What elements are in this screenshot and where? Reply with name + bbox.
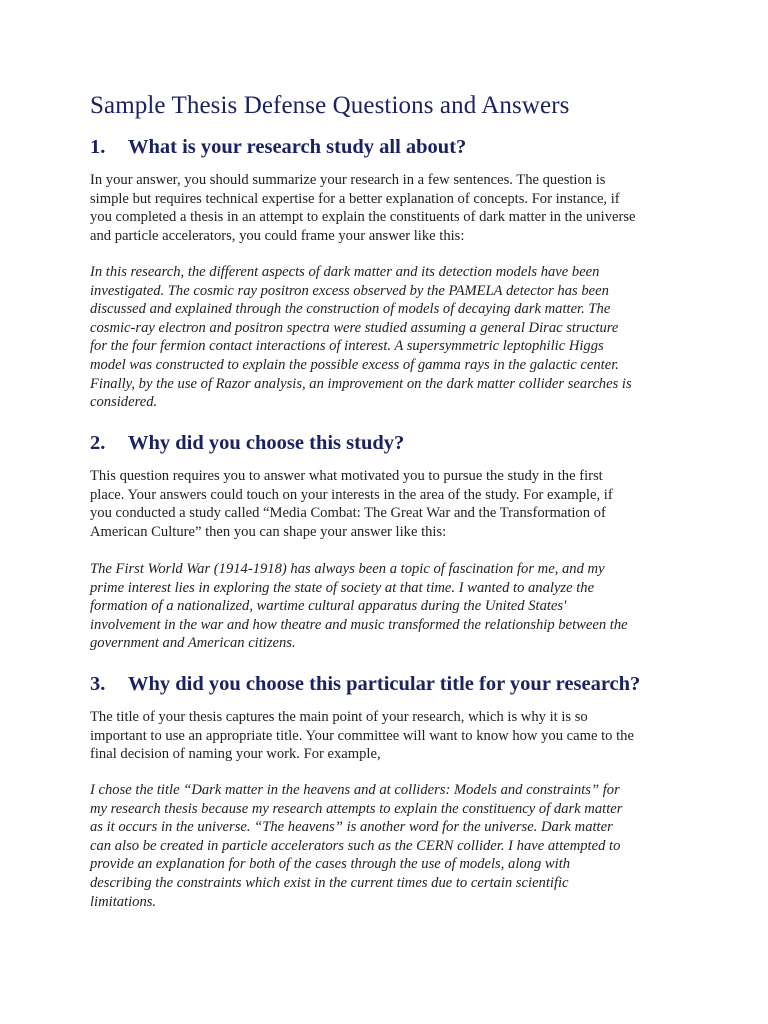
- section-1-number: 1.: [90, 136, 106, 158]
- section-3-example-line: as it occurs in the universe. “The heavens” is another word for the universe. Dark matter: [90, 819, 613, 836]
- section-1-example-line: investigated. The cosmic ray positron excess observed by the PAMELA detector has been: [90, 282, 609, 299]
- section-2-number: 2.: [90, 432, 106, 454]
- section-1-intro: [90, 171, 690, 245]
- section-1-example-line: cosmic-ray electron and positron spectra were studied assuming a general Dirac structure: [90, 319, 619, 336]
- section-3-example-line: can also be created in particle accelerators such as the CERN collider. I have attempted to: [90, 837, 621, 854]
- section-2-intro-line: you conducted a study called “Media Combat: The Great War and the Transformation of: [90, 505, 606, 522]
- page-title: Sample Thesis Defense Questions and Answers: [90, 92, 570, 119]
- section-2-example-line: formation of a nationalized, wartime cultural apparatus during the United States': [90, 598, 567, 615]
- section-1-example-line: for the four fermion contact interactions of interest. A supersymmetric leptophilic Higgs: [90, 338, 604, 355]
- section-2-example-line: government and American citizens.: [90, 635, 296, 652]
- section-1-intro-line: and particle accelerators, you could frame your answer like this:: [90, 227, 465, 244]
- section-1-example-answer: [90, 263, 690, 412]
- section-1-example-line: considered.: [90, 394, 158, 411]
- section-2-intro-line: American Culture” then you can shape your answer like this:: [90, 523, 447, 540]
- section-1-heading: [90, 136, 466, 159]
- section-2-question: Why did you choose this study?: [128, 432, 405, 454]
- section-3-intro: [90, 708, 690, 764]
- section-3-example-line: provide an explanation for both of the cases through the use of models, along with: [90, 856, 571, 873]
- section-3-question: Why did you choose this particular title for your research?: [128, 673, 641, 695]
- section-2-example-line: prime interest lies in exploring the state of society at that time. I wanted to analyze the: [90, 579, 595, 596]
- section-1-intro-line: simple but requires technical expertise for a better explanation of concepts. For instance, if: [90, 190, 620, 207]
- section-3-example-answer: [90, 781, 690, 911]
- section-1-intro-line: In your answer, you should summarize your research in a few sentences. The question is: [90, 172, 606, 188]
- section-3-example-line: limitations.: [90, 893, 157, 910]
- section-3-example-line: my research thesis because my research attempts to explain the constituency of dark matter: [90, 800, 623, 817]
- section-2-intro-line: This question requires you to answer what motivated you to pursue the study in the first: [90, 468, 603, 484]
- section-1-example-line: Finally, by the use of Razor analysis, an improvement on the dark matter collider searches is: [90, 375, 632, 392]
- section-2-intro: [90, 467, 690, 541]
- section-1-intro-line: you completed a thesis in an attempt to explain the constituents of dark matter in the universe: [90, 209, 636, 226]
- section-2-heading: [90, 432, 404, 455]
- section-3-example-line: describing the constraints which exist in the current times due to certain scientific: [90, 874, 569, 891]
- section-2-example-line: The First World War (1914-1918) has always been a topic of fascination for me, and my: [90, 561, 605, 577]
- section-3-intro-line: important to use an appropriate title. Your committee will want to know how you came to the: [90, 727, 634, 744]
- section-1-question: What is your research study all about?: [128, 136, 467, 158]
- section-3-example-line: I chose the title “Dark matter in the heavens and at colliders: Models and constraints” for: [90, 782, 620, 798]
- section-3-heading: [90, 673, 640, 696]
- section-1-example-line: model was constructed to explain the possible excess of gamma rays in the galactic center.: [90, 356, 619, 373]
- section-1-example-line: discussed and explained through the construction of models of decaying dark matter. The: [90, 301, 611, 318]
- section-1-example-line: In this research, the different aspects of dark matter and its detection models have been: [90, 264, 600, 280]
- section-3-intro-line: final decision of naming your work. For example,: [90, 746, 381, 763]
- section-3-number: 3.: [90, 673, 106, 695]
- section-2-example-answer: [90, 560, 690, 653]
- section-2-example-line: involvement in the war and how theatre and music transformed the relationship between the: [90, 616, 628, 633]
- section-2-intro-line: place. Your answers could touch on your interests in the area of the study. For example, if: [90, 486, 613, 503]
- section-3-intro-line: The title of your thesis captures the main point of your research, which is why it is so: [90, 709, 588, 725]
